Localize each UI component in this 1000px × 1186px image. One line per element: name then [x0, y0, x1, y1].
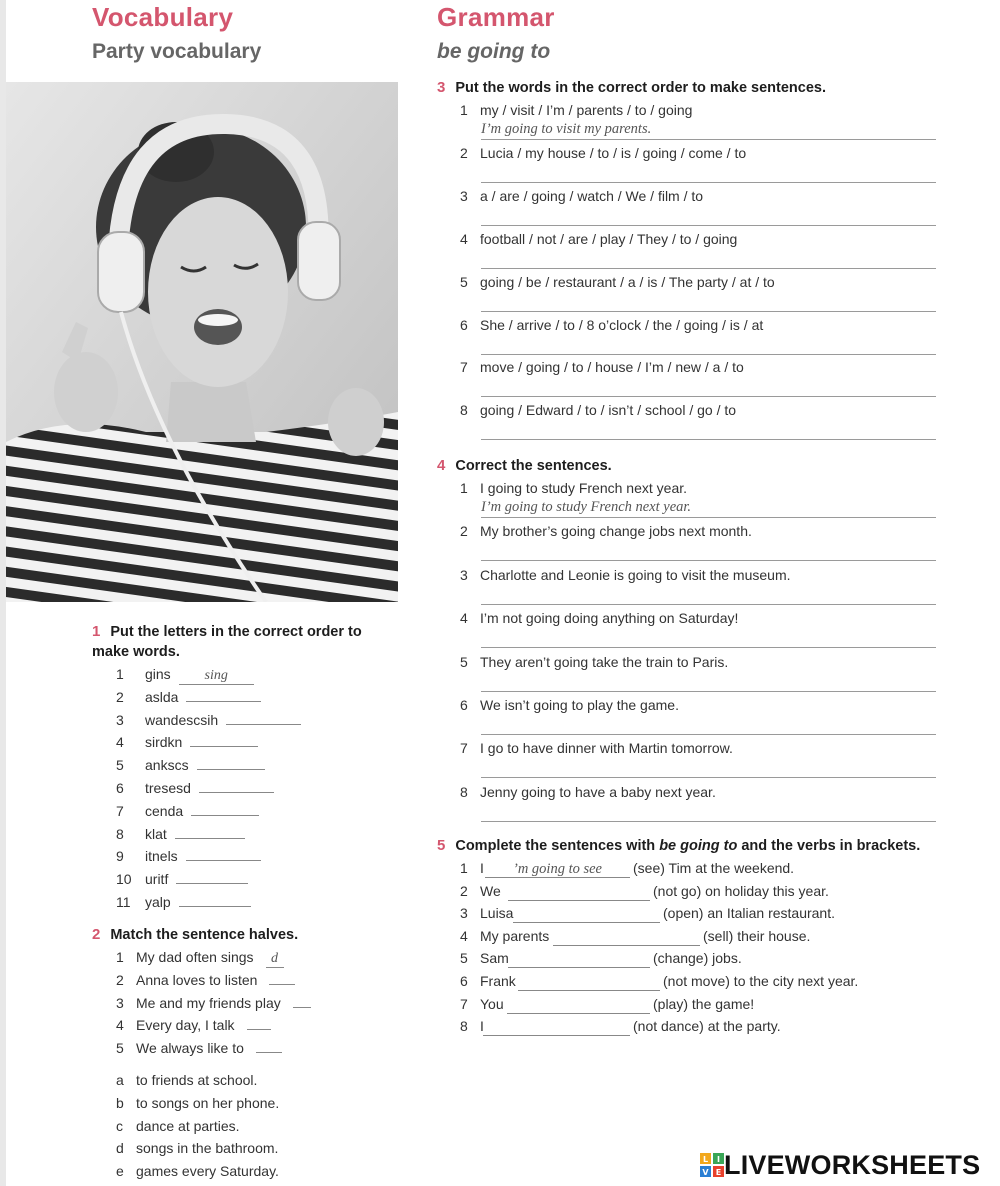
item-number: 6 — [460, 316, 468, 333]
answer-gap[interactable]: ’m going to see — [485, 861, 630, 878]
item-number: 8 — [460, 1018, 468, 1035]
exercise-5-item — [460, 860, 484, 876]
ex4-item — [460, 567, 791, 583]
sentence-text: Jenny going to have a baby next year. — [480, 783, 716, 800]
exercise-1-item — [116, 848, 261, 864]
scrambled-word: gins — [145, 666, 171, 682]
answer-blank[interactable] — [179, 906, 251, 907]
answer-line[interactable] — [481, 207, 936, 226]
answer-line[interactable] — [481, 542, 936, 561]
woman-headphones-photo — [6, 82, 398, 602]
sentence-text: a / are / going / watch / We / film / to — [480, 187, 704, 204]
ex4-item — [460, 740, 733, 756]
sentence-text: going / be / restaurant / a / is / The party / at / to — [480, 273, 775, 290]
item-number: 3 — [116, 711, 124, 728]
ex3-item — [460, 188, 703, 204]
sentence-text: move / going / to / house / I’m / new / a / to — [480, 359, 744, 376]
item-number: 4 — [460, 927, 468, 944]
sentence-text: my / visit / I’m / parents / to / going — [480, 102, 693, 118]
item-number: 4 — [460, 230, 468, 247]
item-number: 2 — [460, 523, 468, 540]
exercise-1-instruction-line2: make words. — [92, 644, 180, 660]
answer-gap[interactable] — [483, 1019, 630, 1036]
exercise-5-item — [460, 996, 504, 1012]
scrambled-word: itnels — [145, 848, 178, 865]
item-number: 3 — [460, 187, 468, 204]
sentence-half: Me and my friends play — [136, 994, 281, 1011]
item-number: 1 — [116, 949, 124, 965]
exercise-2-item — [116, 995, 311, 1011]
sentence-rest: (open) an Italian restaurant. — [663, 905, 835, 922]
item-number: 1 — [460, 480, 468, 496]
exercise-5-item — [460, 973, 516, 989]
item-number: 7 — [460, 359, 468, 376]
item-number: 4 — [116, 1017, 124, 1034]
logo-letter-v: V — [702, 1168, 709, 1177]
answer-blank[interactable] — [191, 815, 259, 816]
item-number: 6 — [116, 780, 124, 796]
item-number: 6 — [460, 697, 468, 713]
sentence-text: football / not / are / play / They / to / going — [480, 230, 738, 247]
option-letter: d — [116, 1140, 124, 1157]
exercise-1-item — [116, 712, 301, 728]
answer-line[interactable] — [481, 250, 936, 269]
sentence-text: I’m not going doing anything on Saturday! — [480, 610, 739, 627]
option-text: games every Saturday. — [136, 1163, 279, 1180]
answer-blank[interactable] — [186, 701, 261, 702]
item-number: 10 — [116, 871, 132, 888]
scrambled-word: ankscs — [145, 757, 189, 774]
exercise-3-number: 3 — [437, 79, 446, 96]
exercise-1-item — [116, 666, 254, 685]
sentence-subject: I — [480, 860, 484, 876]
sentence-text: I go to have dinner with Martin tomorrow. — [480, 740, 733, 757]
exercise-2-number: 2 — [92, 926, 101, 943]
liveworksheets-logo-icon — [700, 1153, 724, 1177]
logo-letter-e: E — [715, 1168, 722, 1177]
option-text: to friends at school. — [136, 1072, 258, 1088]
scrambled-word: tresesd — [145, 780, 191, 796]
ex4-item — [460, 697, 679, 713]
sentence-subject: I — [480, 1018, 484, 1035]
exercise-5-item — [460, 950, 509, 966]
sentence-text: Charlotte and Leonie is going to visit the museum. — [480, 566, 791, 583]
exercise-2-item — [116, 949, 284, 968]
answer-blank[interactable]: d — [266, 951, 284, 968]
item-number: 9 — [116, 848, 124, 865]
exercise-1-item — [116, 826, 245, 842]
sentence-text: We isn’t going to play the game. — [480, 697, 679, 713]
answer-line[interactable] — [481, 421, 936, 440]
scrambled-word: uritf — [145, 871, 169, 888]
item-number: 5 — [116, 757, 124, 774]
scrambled-word: sirdkn — [145, 734, 183, 751]
exercise-4-instruction-text: Correct the sentences. — [455, 458, 612, 474]
item-number: 1 — [116, 666, 124, 682]
scrambled-word: yalp — [145, 894, 171, 910]
sentence-half: Every day, I talk — [136, 1017, 235, 1034]
exercise-2-item — [116, 1017, 271, 1033]
ex3-item — [460, 402, 736, 418]
exercise-3-instruction-text: Put the words in the correct order to make sentences. — [455, 80, 826, 96]
exercise-5-instruction — [437, 837, 920, 854]
sentence-half: My dad often sings — [136, 949, 254, 965]
scrambled-word: cenda — [145, 802, 184, 819]
exercise-5-instruction-c: and the verbs in brackets. — [737, 838, 921, 854]
sentence-rest: (change) jobs. — [653, 950, 742, 967]
answer-line[interactable] — [481, 629, 936, 648]
item-number: 4 — [116, 734, 124, 751]
exercise-3-instruction — [437, 79, 826, 96]
exercise-2-option — [116, 1095, 279, 1111]
item-number: 1 — [460, 102, 468, 118]
answer-blank[interactable] — [175, 838, 245, 839]
ex4-item — [460, 523, 752, 539]
sentence-subject: We — [480, 882, 501, 899]
item-number: 5 — [460, 653, 468, 670]
exercise-1-item — [116, 803, 259, 819]
answer-blank[interactable]: sing — [179, 668, 254, 685]
exercise-2-item — [116, 1040, 282, 1056]
sentence-subject: My parents — [480, 927, 550, 944]
item-number: 2 — [116, 971, 124, 988]
answer-line[interactable] — [481, 759, 936, 778]
exercise-2-option — [116, 1140, 278, 1156]
option-letter: c — [116, 1117, 123, 1134]
item-number: 8 — [460, 783, 468, 800]
answer-blank[interactable] — [199, 792, 274, 793]
scrambled-word: aslda — [145, 688, 179, 705]
sentence-rest: (see) Tim at the weekend. — [633, 860, 795, 876]
sentence-text: They aren’t going take the train to Paris. — [480, 653, 729, 670]
sentence-half: We always like to — [136, 1040, 244, 1057]
exercise-1-item — [116, 871, 248, 887]
option-letter: b — [116, 1094, 124, 1111]
answer-gap[interactable] — [518, 974, 660, 991]
answer-gap[interactable] — [508, 951, 650, 968]
option-text: songs in the bathroom. — [136, 1140, 279, 1157]
sentence-rest: (not dance) at the party. — [633, 1018, 781, 1035]
answer-line[interactable]: I’m going to visit my parents. — [481, 121, 936, 140]
exercise-2-option — [116, 1118, 240, 1134]
exercise-1-item — [116, 894, 251, 910]
answer-gap[interactable] — [513, 906, 660, 923]
item-number: 3 — [116, 994, 124, 1011]
sentence-subject: You — [480, 995, 504, 1012]
answer-line[interactable] — [481, 336, 936, 355]
exercise-5-item — [460, 905, 513, 921]
item-number: 2 — [460, 144, 468, 161]
scrambled-word: wandescsih — [145, 711, 219, 728]
ex4-item — [460, 654, 728, 670]
item-number: 1 — [460, 860, 468, 876]
item-number: 5 — [460, 950, 468, 967]
sentence-rest: (not move) to the city next year. — [663, 973, 859, 989]
item-number: 5 — [116, 1040, 124, 1057]
scrambled-word: klat — [145, 825, 167, 842]
grammar-subheading: be going to — [437, 40, 551, 63]
answer-line[interactable] — [481, 164, 936, 183]
exercise-1-item — [116, 780, 274, 796]
exercise-4-instruction — [437, 457, 612, 474]
item-number: 6 — [460, 973, 468, 989]
liveworksheets-logo-text: LIVEWORKSHEETS — [724, 1149, 981, 1180]
ex3-item — [460, 274, 775, 290]
sentence-text: My brother’s going change jobs next month. — [480, 523, 752, 540]
ex3-item — [460, 102, 692, 118]
option-letter: e — [116, 1163, 124, 1180]
sentence-subject: Frank — [480, 973, 516, 989]
answer-line[interactable] — [481, 803, 936, 822]
answer-line[interactable] — [481, 673, 936, 692]
answer-blank[interactable] — [247, 1029, 271, 1030]
answer-blank[interactable] — [293, 1007, 311, 1008]
exercise-2-item — [116, 972, 295, 988]
vocabulary-subheading: Party vocabulary — [92, 40, 262, 63]
item-number: 4 — [460, 610, 468, 627]
answer-gap[interactable] — [508, 884, 650, 901]
sentence-rest: (sell) their house. — [703, 927, 811, 944]
photo-illustration — [6, 82, 398, 602]
sentence-text: I going to study French next year. — [480, 480, 688, 496]
liveworksheets-logo — [700, 1150, 980, 1180]
sentence-subject: Luisa — [480, 905, 514, 922]
sentence-text: Lucia / my house / to / is / going / come / to — [480, 144, 747, 161]
option-letter: a — [116, 1072, 124, 1088]
exercise-1-instruction-line1: Put the letters in the correct order to — [110, 624, 362, 640]
ex3-item — [460, 145, 746, 161]
item-number: 3 — [460, 566, 468, 583]
item-number: 8 — [460, 402, 468, 419]
ex4-item — [460, 480, 687, 496]
vocabulary-heading: Vocabulary — [92, 2, 234, 32]
answer-gap[interactable] — [553, 929, 700, 946]
exercise-1-item — [116, 734, 258, 750]
exercise-5-instruction-b: be going to — [659, 838, 738, 854]
item-number: 11 — [116, 894, 131, 910]
logo-letter-l: L — [702, 1155, 709, 1164]
ex3-item — [460, 359, 744, 375]
answer-line[interactable] — [481, 716, 936, 735]
answer-line[interactable] — [481, 586, 936, 605]
item-number: 3 — [460, 905, 468, 922]
answer-blank[interactable] — [256, 1052, 282, 1053]
exercise-5-item — [460, 928, 549, 944]
sentence-rest: (play) the game! — [653, 995, 755, 1012]
exercise-1-instruction — [92, 622, 392, 662]
option-text: to songs on her phone. — [136, 1094, 280, 1111]
exercise-5-item — [460, 883, 501, 899]
exercise-5-instruction-a: Complete the sentences with — [455, 838, 660, 854]
item-number: 2 — [460, 882, 468, 899]
ex3-item — [460, 231, 737, 247]
answer-blank[interactable] — [176, 883, 248, 884]
item-number: 7 — [460, 995, 468, 1012]
sentence-text: She / arrive / to / 8 o’clock / the / going / is / at — [480, 316, 764, 333]
answer-blank[interactable] — [226, 724, 301, 725]
exercise-1-item — [116, 757, 265, 773]
sentence-rest: (not go) on holiday this year. — [653, 882, 829, 899]
sentence-text: going / Edward / to / isn’t / school / go / to — [480, 402, 737, 419]
exercise-5-item — [460, 1018, 484, 1034]
exercise-2-instruction — [92, 926, 298, 943]
logo-letter-i: I — [717, 1155, 720, 1164]
item-number: 7 — [460, 740, 468, 757]
item-number: 5 — [460, 273, 468, 290]
exercise-1-number: 1 — [92, 623, 101, 640]
grammar-heading: Grammar — [437, 2, 555, 32]
ex4-item — [460, 610, 738, 626]
option-text: dance at parties. — [136, 1117, 240, 1134]
ex3-item — [460, 317, 763, 333]
exercise-4-number: 4 — [437, 457, 446, 474]
answer-line[interactable] — [481, 293, 936, 312]
answer-blank[interactable] — [190, 746, 258, 747]
exercise-1-item — [116, 689, 261, 705]
answer-gap[interactable] — [507, 997, 650, 1014]
sentence-half: Anna loves to listen — [136, 971, 258, 988]
exercise-2-option — [116, 1072, 257, 1088]
item-number: 8 — [116, 825, 124, 842]
exercise-2-option — [116, 1163, 279, 1179]
answer-blank[interactable] — [186, 860, 261, 861]
item-number: 7 — [116, 802, 124, 819]
exercise-2-instruction-text: Match the sentence halves. — [110, 927, 299, 943]
ex4-item — [460, 784, 716, 800]
answer-line[interactable] — [481, 378, 936, 397]
answer-blank[interactable] — [269, 984, 295, 985]
item-number: 2 — [116, 688, 124, 705]
exercise-5-number: 5 — [437, 837, 446, 854]
answer-line[interactable]: I’m going to study French next year. — [481, 499, 936, 518]
answer-blank[interactable] — [197, 769, 265, 770]
sentence-subject: Sam — [480, 950, 509, 967]
